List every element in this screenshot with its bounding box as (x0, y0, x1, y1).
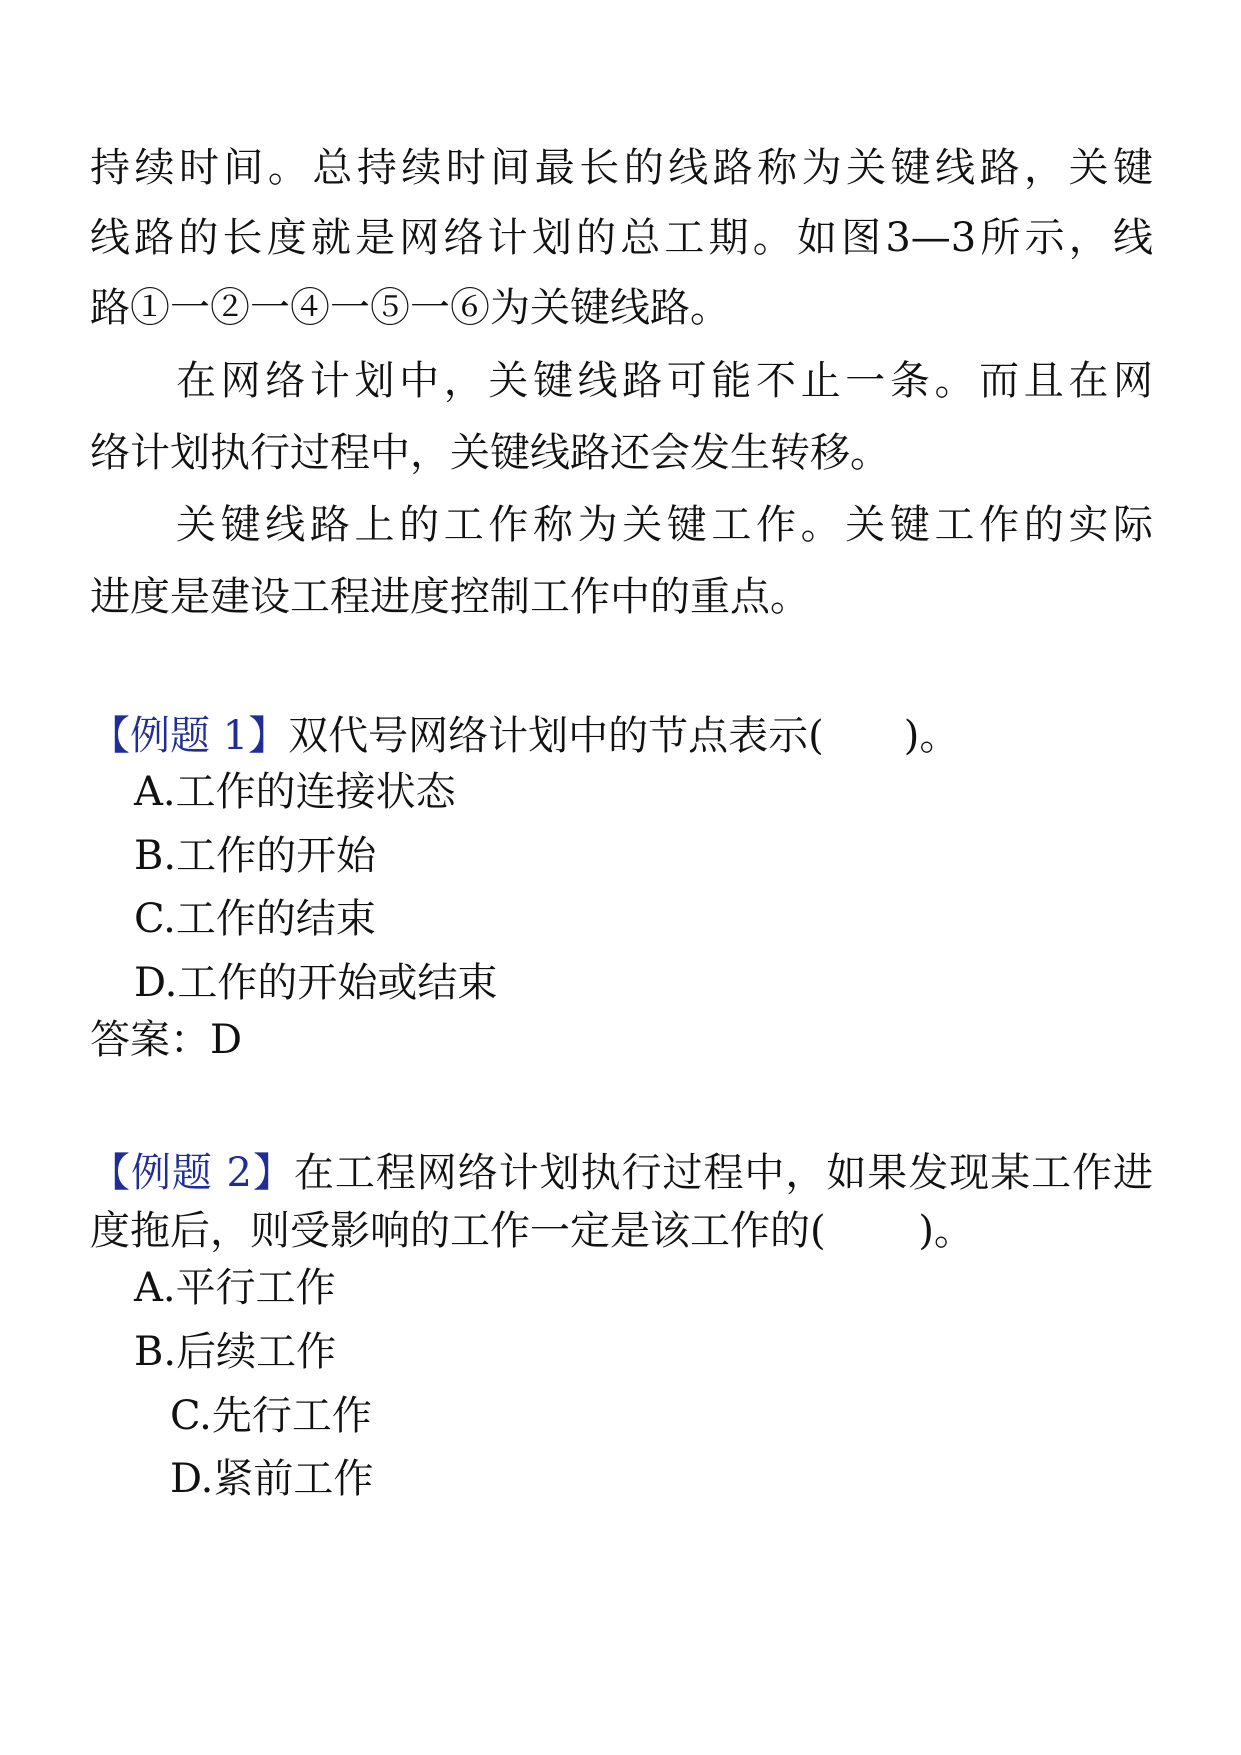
example-1-bracket-open: 【 (90, 713, 130, 759)
paragraph-line: 路①一②一④一⑤一⑥为关键线路。 (90, 285, 730, 331)
paragraph-line: 线路的长度就是网络计划的总工期。如图3—3所示，线 (90, 215, 1153, 261)
example-1-option-a: A.工作的连接状态 (134, 769, 456, 815)
example-1-option-b: B.工作的开始 (134, 833, 377, 879)
example-1-option-c: C.工作的结束 (134, 896, 376, 942)
example-2-bracket-close: 】 (252, 1150, 294, 1196)
example-1-label: 例题 1 (130, 713, 249, 759)
example-2-question-line-2: 度拖后，则受影响的工作一定是该工作的( )。 (90, 1208, 974, 1254)
example-2-question-text: 在工程网络计划执行过程中，如果发现某工作进 (293, 1150, 1154, 1196)
paragraph-line: 关键线路上的工作称为关键工作。关键工作的实际 (176, 502, 1153, 548)
paragraph-line: 络计划执行过程中，关键线路还会发生转移。 (90, 430, 890, 476)
paragraph-line: 进度是建设工程进度控制工作中的重点。 (90, 574, 810, 620)
example-1-question (90, 713, 960, 759)
example-2-question-line-1 (90, 1150, 1154, 1196)
example-1-bracket-close: 】 (248, 713, 289, 759)
example-1-answer: 答案：D (90, 1017, 243, 1063)
example-2-option-b: B.后续工作 (134, 1329, 337, 1375)
example-2-option-c: C.先行工作 (170, 1393, 372, 1439)
example-2-bracket-open: 【 (90, 1150, 131, 1196)
example-1-option-d: D.工作的开始或结束 (134, 960, 498, 1006)
example-2-label: 例题 2 (130, 1150, 252, 1196)
paragraph-line: 持续时间。总持续时间最长的线路称为关键线路，关键 (90, 145, 1153, 191)
example-2-option-a: A.平行工作 (134, 1265, 336, 1311)
paragraph-line: 在网络计划中，关键线路可能不止一条。而且在网 (176, 358, 1153, 404)
example-1-question-text: 双代号网络计划中的节点表示( )。 (288, 713, 960, 759)
example-2-option-d: D.紧前工作 (170, 1456, 374, 1502)
